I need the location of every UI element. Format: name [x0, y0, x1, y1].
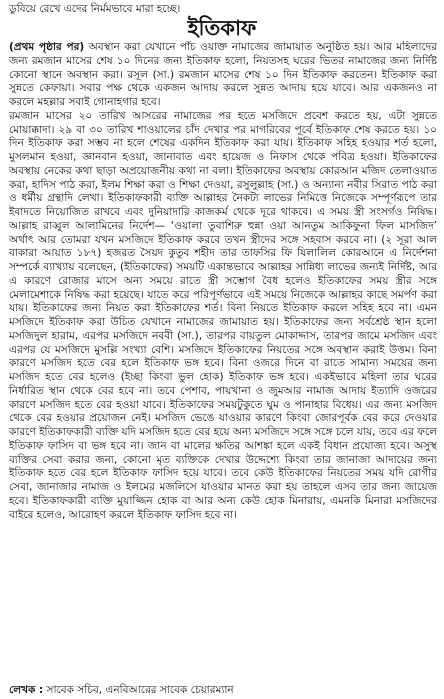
article-paragraph — [9, 41, 437, 110]
paragraph-text: রমজান মাসের ২০ তারিখ আসরের নামাজের পর হতে মসজিদে প্রবেশ করতে হয়, এটা সুন্নতে মোয়াক্কাদা। ২৯ বা ৩০ তারিখ শাওয়ালের চাঁদ দেখার পর মাগরিবের পূর্বে ইতিকাফ শেষ করতে হয়। ১০ দিন ইতিকাফ করা সম্ভব না হলে শেষের একদিন ইতিকাফ করা যায়। ইতিকাফ সহিহ হওয়ার শর্ত হলো, মুসলমান হওয়া, জ্ঞানবান হওয়া, জানাবাত এবং হায়েজ ও নিফাস থেকে পবিত্র হওয়া। ইতিকাফের অবস্থায় নেকের কথা ছাড়া অপ্রয়োজনীয় কথা না বলা। ইতিকাফের অবস্থায় কোরআন মজিদ তেলাওয়াত করা, হাদিস পাঠ করা, ইলম শিক্ষা করা ও শিক্ষা দেওয়া, রসুলুল্লাহ (সা.) ও অন্যান্য নবীর সিরাত পাঠ করা ও ধর্মীয় গ্রন্থাদি লেখা। ইতিকাফকারী ব্যক্তি আল্লাহর নৈকট্য লাভের নিমিত্তে নিজেকে সম্পূর্ণরূপে তার ইবাদতে নিয়োজিত রাখবে এবং দুনিয়াদারি কাজকর্ম থেকে দূরে থাকবে। এ সময় স্ত্রী সংসর্গও নিষিদ্ধ। আল্লাহ রাব্বুল আলামিনের নির্দেশ— ‘ওয়ালা তুবাশিরু হুন্না ওয়া আনতুম আকিফুনা ফিল মাসজিদ’ অর্থাৎ আর তোমরা যখন মসজিদে ইতিকাফ করবে তখন স্ত্রীদের সঙ্গে সহবাস করবে না। (২ সূরা আল বাকারা আয়াত ১৮৭) হজরত সৈয়দ কুতুব শহীদ তার তাফসির ফি যিলালিল কোরআনে এ নির্দেশনা সম্পর্কে ব্যাখ্যায় বলেছেন, (ইতিকাফের) সময়টি একান্তভাবে আল্লাহর সান্নিধ্য লাভের জন্যই নির্দিষ্ট, আর এ কারণে রোজার মাসে অন্য সময়ে রাতে স্ত্রী সম্ভোগ বৈধ হলেও ইতিকাফের সময় স্ত্রীর সঙ্গে মেলামেশাকে নিষিদ্ধ করা হয়েছে। যাতে করে পরিপূর্ণভাবে এই সময়ে নিজেকে আল্লাহর কাছে সমর্পণ করা যায়। ইতিকাফের জন্য নিয়ত করা ইতিকাফের শর্ত। বিনা নিয়তে ইতিকাফ করলে সহিহ হবে না। এমন মসজিদে ইতিকাফ করা উচিত যেখানে নামাজের জামায়াত হয়। ইতিকাফের জন্য সর্বশ্রেষ্ঠ স্থান হলো মসজিদুল হারাম, এরপর মসজিদে নববী (সা.), তারপর বায়তুল মোকাদ্দাস, তারপর জামে মসজিদ এবং এরপর যে মসজিদে মুসল্লি সংখ্যা বেশি। মসজিদে ইতিকাফের নিয়তের সঙ্গে অবস্থান করাই উত্তম। বিনা কারণে মসজিদ হতে বের হলে ইতিকাফ ভঙ্গ হবে। বিনা ওজরে দিনে বা রাতে সামান্য সময়ের জন্য মসজিদ হতে বের হলেও (ইচ্ছা কিংবা ভুল হোক) ইতিকাফ ভঙ্গ হবে। একইভাবে মহিলা তার ঘরের নির্ধারিত স্থান থেকে বের হবে না। তবে পেশাব, পায়খানা ও জুমআর নামাজ আদায় ইত্যাদি ওজরের কারণে মসজিদ হতে বের হওয়া যাবে। ইতিকাফের সময়টুকুতে ঘুম ও পানাহার বিধেয়। এর জন্য মসজিদ থেকে বের হওয়ার প্রয়োজন নেই। মসজিদ ভেঙে যাওয়ার কারণে কিংবা জোরপূর্বক বের করে দেওয়ার কারণে ইতিকাফকারী ব্যক্তি যদি মসজিদ হতে বের হয়ে অন্য মসজিদে সঙ্গে সঙ্গে চলে যায়, তবে এর ফলে ইতিকাফ ফাসিদ বা ভঙ্গ হবে না। জান বা মালের ক্ষতির আশঙ্কা হলে একই বিধান প্রযোজ্য হবে। অসুস্থ ব্যক্তির সেবা করার জন্য, কোনো মৃত ব্যক্তিকে দেখার উদ্দেশ্যে কিংবা তার জানাজা আদায়ের জন্য ইতিকাফ হতে বের হলে ইতিকাফ ফাসিদ হয়ে যাবে। তবে কেউ ইতিকাফের নিয়তের সময় যদি রোগীর সেবা, জানাজার নামাজ ও ইলমের মজলিসে যাওয়ার মানত করা হয় তাহলে এসব তার জন্য জায়েজ হবে। ইতিকাফকারী ব্যক্তি মুয়াজ্জিন হোক বা আর অন্য কেউ হোক মিনারায়, এমনকি মিনারা মসজিদের বাইরে হলেও, আরোহণ করলে ইতিকাফ ফাসিদ হবে না। — [9, 109, 437, 521]
previous-article-tail: ডুবিয়ে রেখে এদের নির্মমভাবে মারা হচ্ছে। — [9, 3, 181, 15]
paragraph-text: অবস্থান করা যেখানে পাঁচ ওয়াক্ত নামাজের জামায়াত অনুষ্ঠিত হয়। আর মহিলাদের জন্য রমজান মাসের শেষ ১০ দিনের জন্য ইতিকাফ হলো, নিয়তসহ ঘরের ভিতর নামাজের জন্য নির্দিষ্ট কোনো স্থানে অবস্থান করা। রসূল (সা.) রমজান মাসের শেষ ১০ দিন ইতিকাফ করতেন। ইতিকাফ করা সুন্নতে কেফায়া। সবার পক্ষ থেকে একজন আদায় করলে সুন্নত আদায় হয়ে যাবে। আর একজনও না করলে মহল্লার সবাই গোনাহগার হবে। — [9, 41, 437, 108]
author-byline — [9, 682, 437, 698]
article-body — [9, 41, 437, 669]
article-title: ইতিকাফ — [187, 16, 257, 40]
byline-text: সাবেক সচিব, এনবিআরের সাবেক চেয়ারম্যান — [46, 684, 234, 696]
article-paragraph — [9, 110, 437, 523]
byline-label: লেখক : — [9, 684, 44, 696]
continued-tag: (প্রথম পৃষ্ঠার পর) — [9, 41, 85, 53]
